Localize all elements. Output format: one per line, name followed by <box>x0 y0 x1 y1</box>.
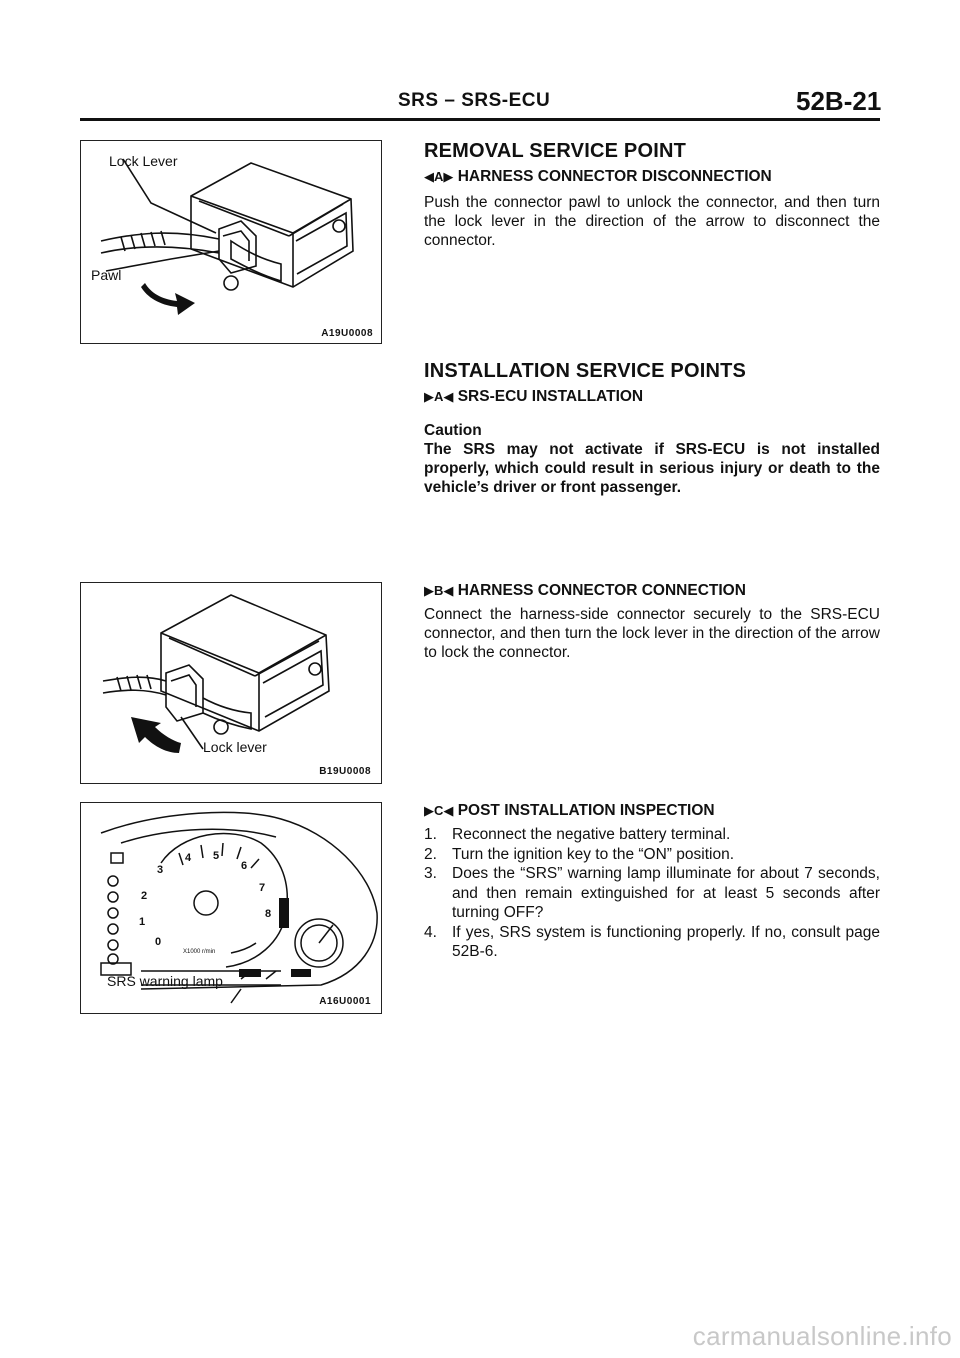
section-title: SRS – SRS-ECU <box>398 90 551 111</box>
redline-band <box>279 898 289 928</box>
removal-marker: ◀A▶ <box>424 169 454 184</box>
list-item <box>424 845 880 865</box>
step-text: Turn the ignition key to the “ON” position. <box>452 845 735 863</box>
srs-lamp-icon <box>239 969 261 977</box>
subheading-inspection <box>424 802 715 820</box>
heading-installation: INSTALLATION SERVICE POINTS <box>424 360 747 382</box>
caution-title: Caution <box>424 422 482 439</box>
figure-code: B19U0008 <box>319 766 371 777</box>
gauge-number: 3 <box>157 864 164 876</box>
step-number: 1. <box>424 826 437 843</box>
indicator-icon <box>291 969 311 977</box>
subheading-inspection-text: POST INSTALLATION INSPECTION <box>457 802 715 819</box>
watermark: carmanualsonline.info <box>692 1321 952 1351</box>
subheading-disconnection <box>424 168 772 186</box>
step-text: Reconnect the negative battery terminal. <box>452 826 731 843</box>
caution-body: The SRS may not activate if SRS-ECU is not installed properly, which could result in serious injury or death to the vehicle’s driver or front passenger. <box>424 441 880 496</box>
label-lock-lever: Lock lever <box>203 739 267 755</box>
gauge-unit: X1000 r/min <box>183 949 216 955</box>
gauge-number: 5 <box>213 850 220 862</box>
gauge-number: 0 <box>155 936 162 948</box>
subheading-connection <box>424 582 746 600</box>
step-number: 3. <box>424 865 437 882</box>
subheading-connection-text: HARNESS CONNECTOR CONNECTION <box>457 582 746 599</box>
page-number: 52B-21 <box>796 86 882 116</box>
gauge-number: 6 <box>241 860 248 872</box>
step-number: 2. <box>424 845 437 863</box>
gauge-number: 8 <box>265 908 272 920</box>
subheading-ecu-installation-text: SRS-ECU INSTALLATION <box>457 388 644 405</box>
inspection-steps <box>424 825 880 962</box>
install-b-marker: ▶B◀ <box>424 583 454 598</box>
gauge-number: 2 <box>141 890 148 902</box>
connection-body: Connect the harness-side connector securely to the SRS-ECU connector, and then turn the lock lever in the direction of the arrow to lock the connector. <box>424 606 880 661</box>
list-item <box>424 923 880 962</box>
list-item <box>424 864 880 923</box>
install-a-marker: ▶A◀ <box>424 389 454 404</box>
subheading-disconnection-text: HARNESS CONNECTOR DISCONNECTION <box>457 168 772 185</box>
arrow-icon <box>131 717 181 753</box>
gauge-number: 4 <box>185 852 192 864</box>
step-text: Does the “SRS” warning lamp illuminate for about 7 seconds, and then remain extinguished for at least 5 seconds after turning OFF? <box>452 865 880 921</box>
arrow-icon <box>141 283 195 315</box>
label-warning-lamp: SRS warning lamp <box>107 973 223 989</box>
figure-warning-lamp <box>80 802 382 1014</box>
figure-code: A19U0008 <box>321 328 373 339</box>
heading-removal: REMOVAL SERVICE POINT <box>424 140 687 162</box>
step-text: If yes, SRS system is functioning properly. If no, consult page 52B-6. <box>452 923 880 960</box>
figure-code: A16U0001 <box>319 996 371 1007</box>
figure-connector-connect <box>80 582 382 784</box>
subheading-ecu-installation <box>424 388 643 406</box>
figure-connector-disconnect <box>80 140 382 344</box>
label-lock-lever: Lock Lever <box>109 153 178 169</box>
gauge-number: 1 <box>139 916 146 928</box>
label-pawl: Pawl <box>91 267 122 283</box>
header-rule <box>80 118 880 121</box>
removal-body: Push the connector pawl to unlock the connector, and then turn the lock lever in the direction of the arrow to disconnect the connector. <box>424 194 880 249</box>
step-number: 4. <box>424 923 437 941</box>
list-item <box>424 825 880 845</box>
srs-ecu-disconnect-illustration <box>81 141 381 343</box>
install-c-marker: ▶C◀ <box>424 803 454 818</box>
gauge-number: 7 <box>259 882 266 894</box>
